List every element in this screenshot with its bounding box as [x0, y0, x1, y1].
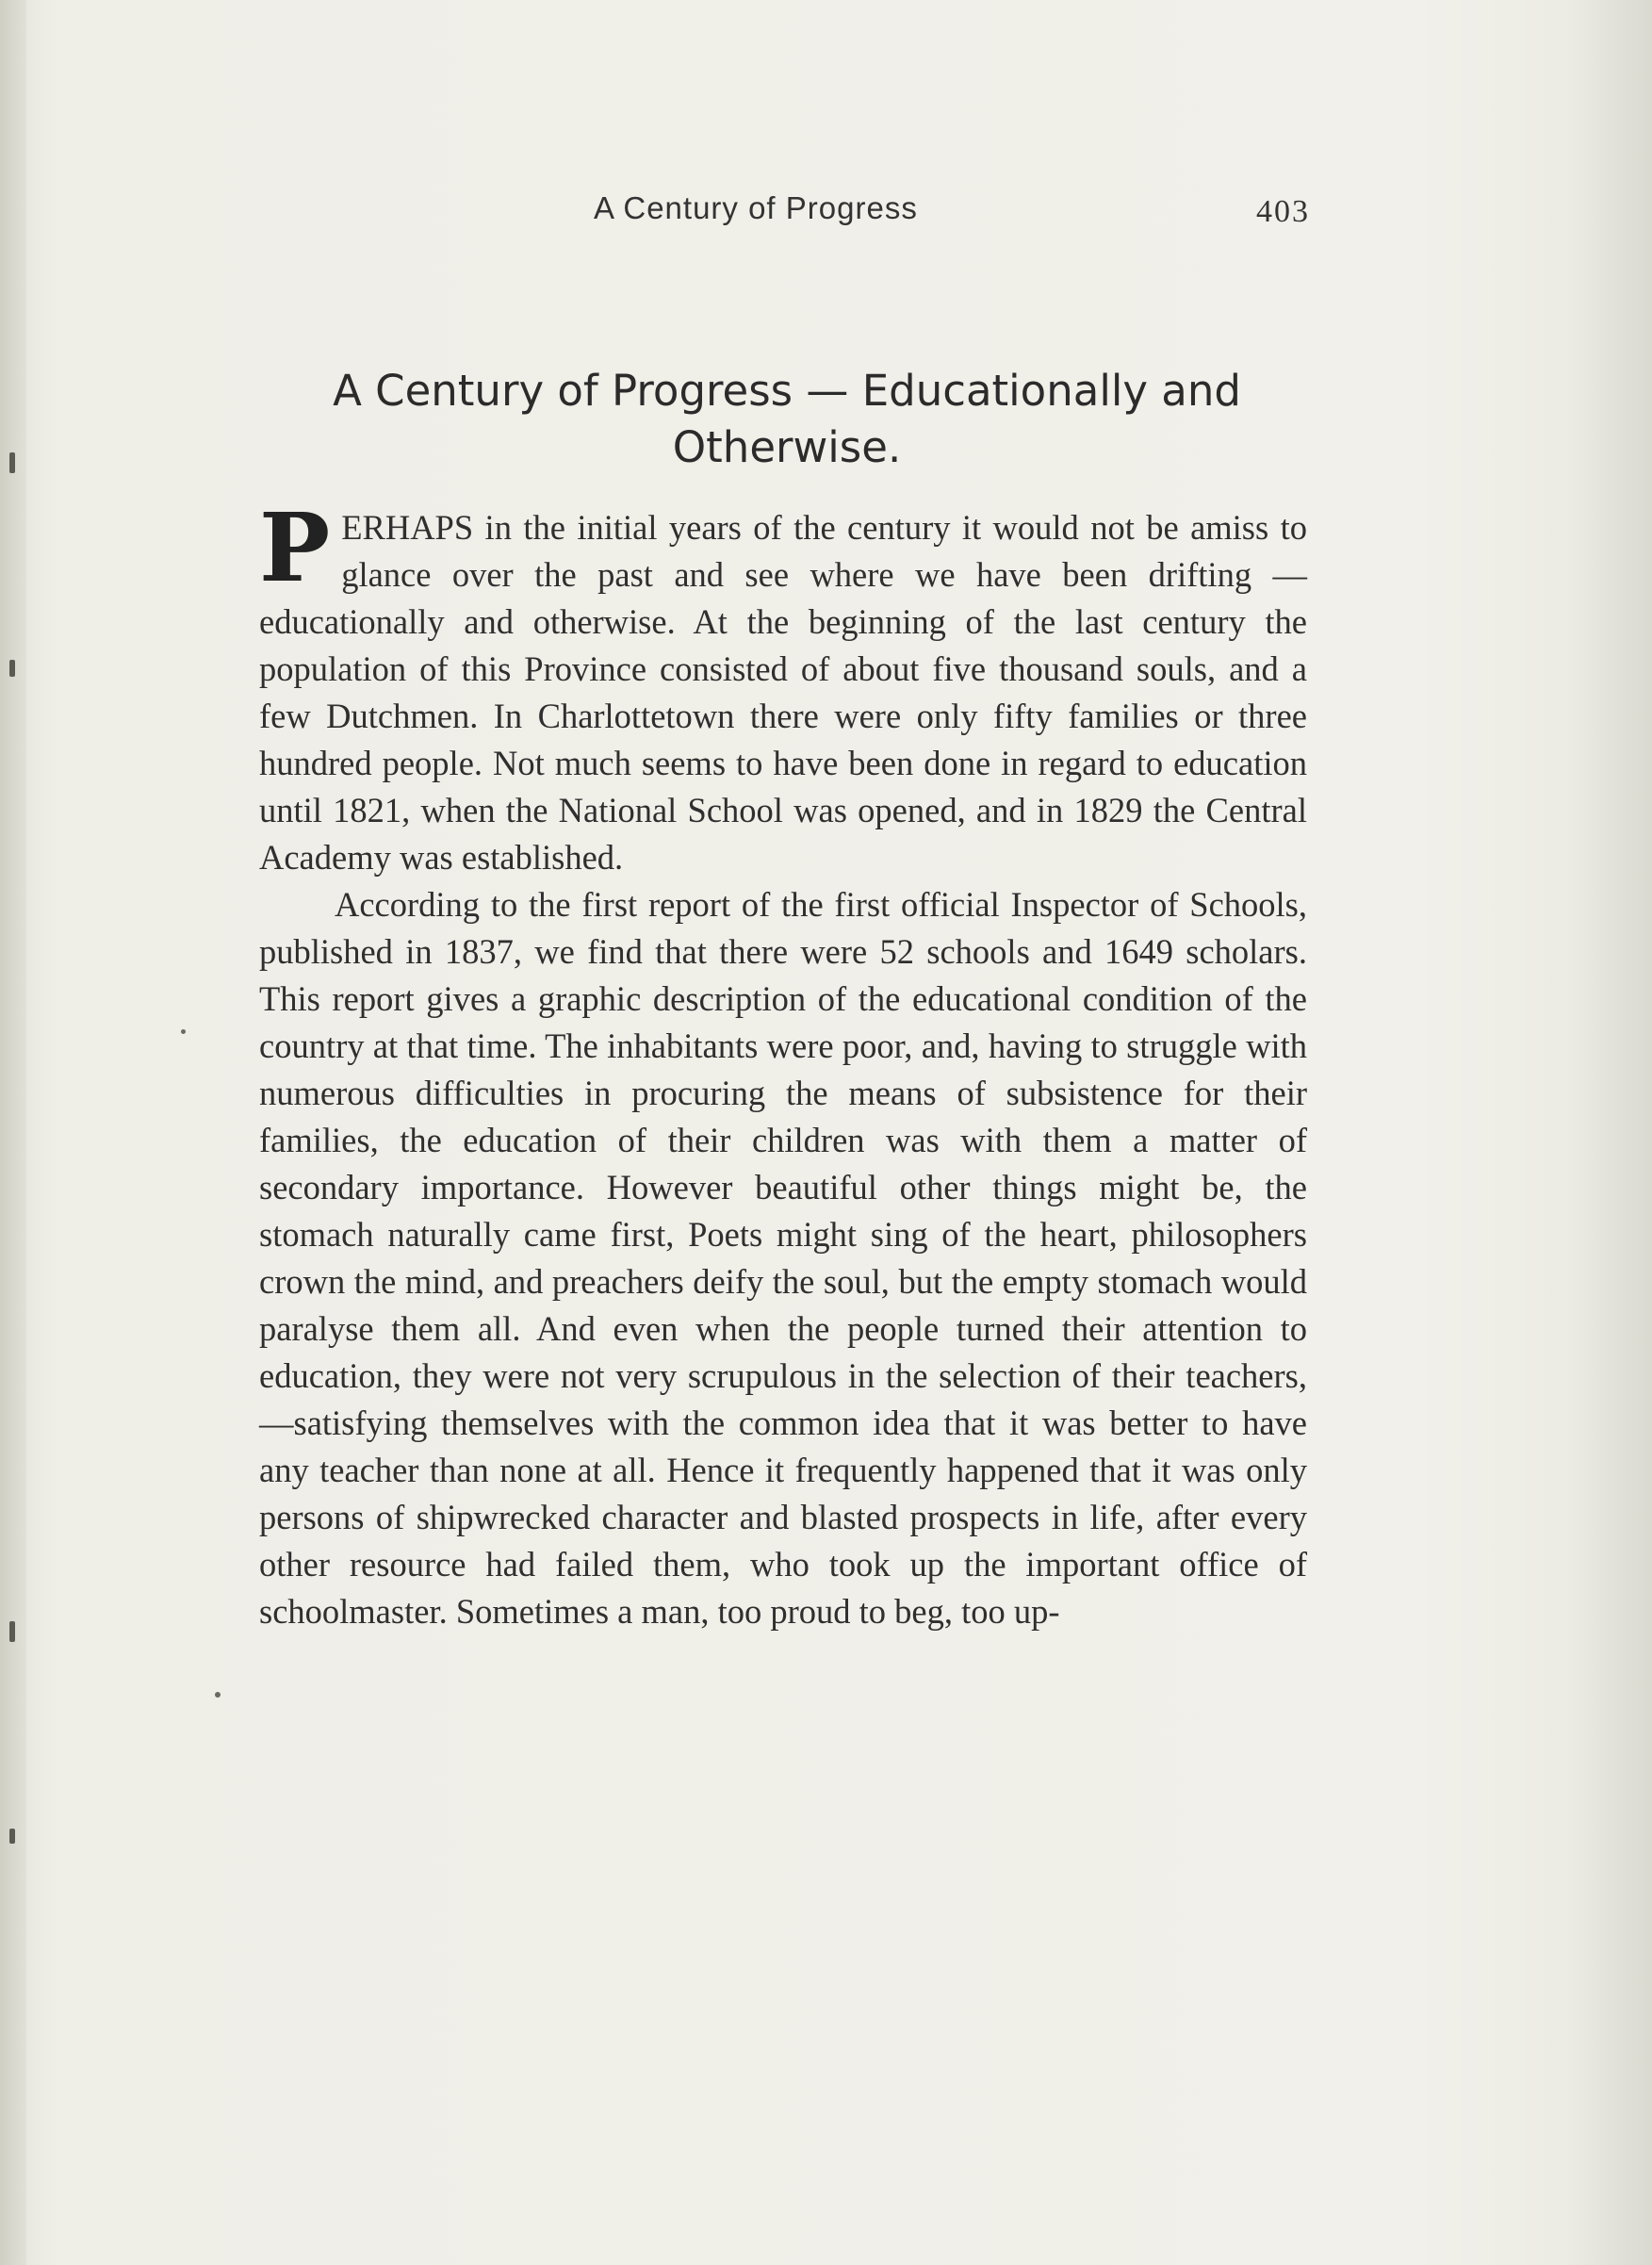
- page-number: 403: [1256, 194, 1310, 229]
- binding-stitch: [9, 1829, 15, 1844]
- paper-speck: [181, 1029, 186, 1034]
- page-fold-shadow: [1567, 0, 1652, 2265]
- drop-cap: P: [259, 492, 331, 603]
- running-head: [594, 190, 1310, 238]
- binding-stitch: [9, 1621, 15, 1642]
- binding-edge: [0, 0, 26, 2265]
- paragraph-1: [259, 492, 1307, 881]
- binding-stitch: [9, 452, 15, 473]
- article-body: [259, 492, 1307, 1635]
- paragraph-2: According to the first report of the first official Inspector of Schools, published in 1837, we find that there were 52 schools and 1649 scholars. This report gives a graphic description of the educational condition of the country at that time. The inhabitants were poor, and, having to struggle with numerous difficulties in procuring the means of subsistence for their families, the education of their children was with them a matter of secondary importance. However beautiful other things might be, the stomach naturally came first, Poets might sing of the heart, philosophers crown the mind, and preachers deify the soul, but the empty stomach would paralyse them all. And even when the people turned their attention to education, they were not very scrupulous in the selection of their teachers, —satisfying themselves with the common idea that it was better to have any teacher than none at all. Hence it frequently happened that it was only persons of shipwrecked character and blasted prospects in life, after every other resource had failed them, who took up the important office of schoolmaster. Sometimes a man, too proud to beg, too up-: [259, 885, 1307, 1631]
- binding-stitch: [9, 660, 15, 677]
- paper-speck: [215, 1692, 221, 1698]
- paragraph-1-text: ERHAPS in the initial years of the century it would not be amiss to glance over the past and see where we have been drifting — educationally and otherwise. At the beginning of the last century the population of this Province consisted of about five thousand souls, and a few Dutchmen. In Charlottetown there were only fifty families or three hundred people. Not much seems to have been done in regard to education until 1821, when the National School was opened, and in 1829 the Central Academy was established.: [259, 508, 1307, 877]
- running-head-title: A Century of Progress: [594, 190, 918, 225]
- article-title: A Century of Progress — Educationally and Otherwise.: [333, 366, 1241, 472]
